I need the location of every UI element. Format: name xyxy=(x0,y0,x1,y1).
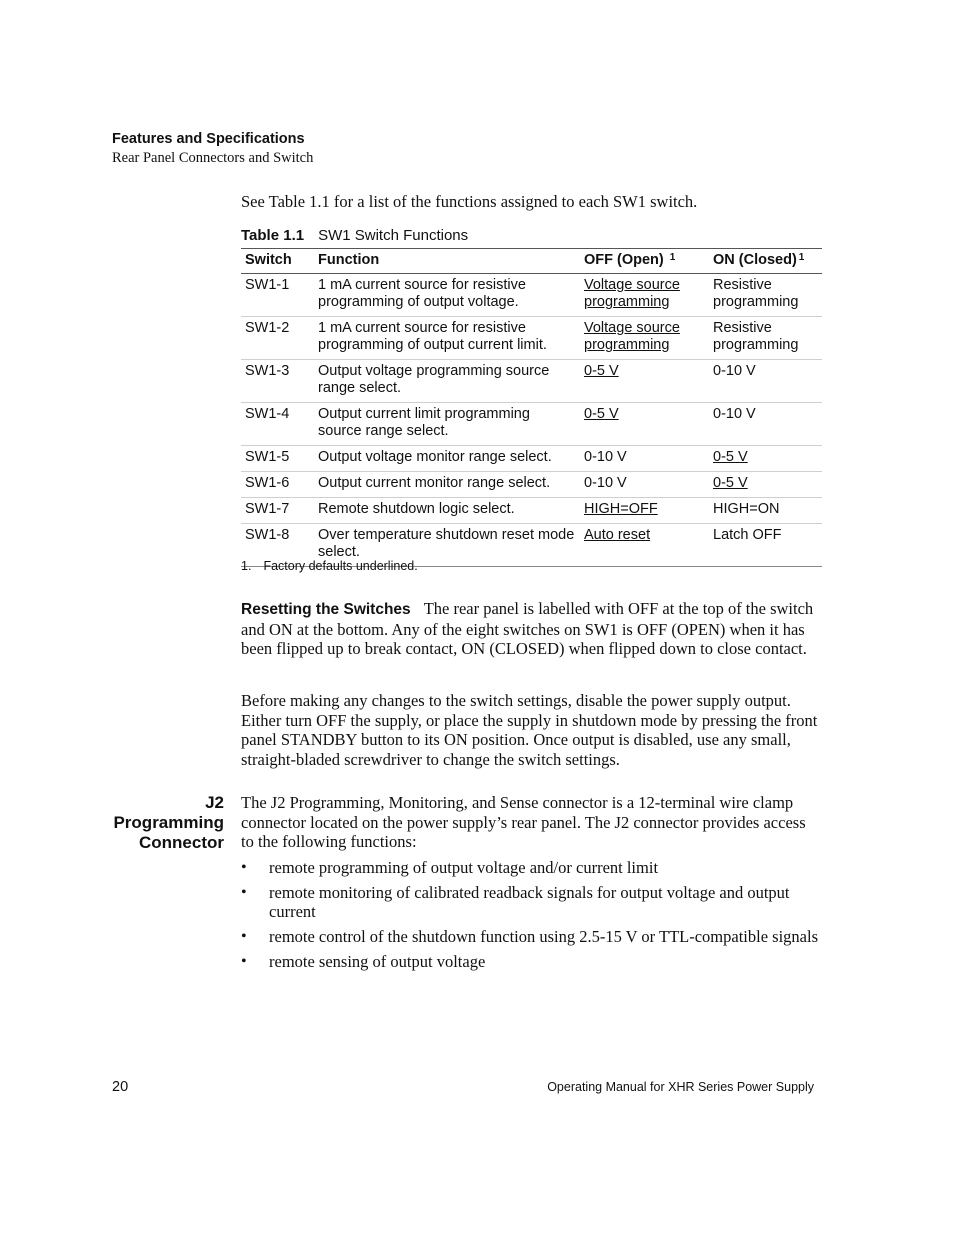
section-title: Features and Specifications xyxy=(112,131,305,147)
cell-function-text: Remote shutdown logic select. xyxy=(318,501,515,517)
j2-heading-line3: Connector xyxy=(139,833,224,852)
cell-function-text: Output current limit programming source range select. xyxy=(318,406,530,439)
list-item xyxy=(241,858,821,877)
j2-heading-line1: J2 xyxy=(205,793,224,812)
cell-on-text: 0-10 V xyxy=(713,363,756,379)
header-on-footnote-ref: 1 xyxy=(798,252,805,263)
cell-on-text: Latch OFF xyxy=(713,527,782,543)
cell-function xyxy=(314,472,580,498)
table-row xyxy=(241,317,822,360)
disable-output-paragraph: Before making any changes to the switch settings, disable the power supply output. Either turn OFF the supply, or place the supply in shutdown mode by pressing the front panel STANDBY button to its ON position. Once output is disabled, use any small, straight-bladed screwdriver to change the switch settings. xyxy=(241,691,818,770)
header-on xyxy=(709,249,822,274)
cell-switch-text: SW1-8 xyxy=(245,527,290,543)
manual-title: Operating Manual for XHR Series Power Supply xyxy=(547,1080,814,1094)
header-function: Function xyxy=(314,249,580,274)
cell-off-text: Voltage source programming xyxy=(584,277,680,310)
sw1-functions-table xyxy=(241,248,822,567)
cell-off-text: Auto reset xyxy=(584,527,651,543)
cell-on-text: 0-5 V xyxy=(713,475,748,491)
cell-on xyxy=(709,274,822,317)
table-row xyxy=(241,472,822,498)
cell-switch-text: SW1-6 xyxy=(245,475,290,491)
cell-switch xyxy=(241,360,314,403)
cell-off xyxy=(580,446,709,472)
cell-on xyxy=(709,317,822,360)
j2-function-list xyxy=(241,858,821,977)
list-item-text: remote monitoring of calibrated readback signals for output voltage and output current xyxy=(269,883,790,921)
cell-off xyxy=(580,274,709,317)
footnote-number: 1. xyxy=(241,559,252,573)
table-body xyxy=(241,274,822,567)
cell-function-text: Output current monitor range select. xyxy=(318,475,551,491)
cell-function xyxy=(314,446,580,472)
cell-on xyxy=(709,498,822,524)
cell-on-text: 0-5 V xyxy=(713,449,748,465)
list-item-text: remote sensing of output voltage xyxy=(269,952,486,971)
cell-on-text: HIGH=ON xyxy=(713,501,780,517)
cell-switch-text: SW1-1 xyxy=(245,277,290,293)
resetting-heading: Resetting the Switches xyxy=(241,601,411,618)
j2-side-heading xyxy=(113,793,224,853)
cell-function-text: Output voltage programming source range select. xyxy=(318,363,550,396)
list-item xyxy=(241,952,821,971)
cell-switch xyxy=(241,317,314,360)
header-off-label: OFF (Open) xyxy=(584,252,664,268)
cell-function-text: Output voltage monitor range select. xyxy=(318,449,552,465)
j2-paragraph: The J2 Programming, Monitoring, and Sense connector is a 12-terminal wire clamp connector located on the power supply’s rear panel. The J2 connector provides access to the following functions: xyxy=(241,793,806,852)
cell-switch xyxy=(241,472,314,498)
cell-on-text: 0-10 V xyxy=(713,406,756,422)
table-row xyxy=(241,403,822,446)
cell-off xyxy=(580,498,709,524)
subsection-title: Rear Panel Connectors and Switch xyxy=(112,150,314,166)
cell-function xyxy=(314,403,580,446)
cell-on xyxy=(709,446,822,472)
cell-function-text: 1 mA current source for resistive programming of output voltage. xyxy=(318,277,526,310)
table-row xyxy=(241,446,822,472)
cell-switch-text: SW1-4 xyxy=(245,406,290,422)
cell-off-text: 0-10 V xyxy=(584,449,627,465)
intro-paragraph: See Table 1.1 for a list of the functions assigned to each SW1 switch. xyxy=(241,192,698,211)
list-item-text: remote control of the shutdown function using 2.5-15 V or TTL-compatible signals xyxy=(269,927,818,946)
cell-on-text: Resistive programming xyxy=(713,320,799,353)
list-item xyxy=(241,927,821,946)
cell-off-text: 0-10 V xyxy=(584,475,627,491)
table-footnote xyxy=(241,559,418,573)
cell-off xyxy=(580,524,709,567)
cell-switch-text: SW1-5 xyxy=(245,449,290,465)
cell-on xyxy=(709,472,822,498)
bullet-icon: • xyxy=(241,928,247,945)
footnote-text: Factory defaults underlined. xyxy=(263,559,418,573)
cell-switch xyxy=(241,403,314,446)
cell-off-text: 0-5 V xyxy=(584,406,619,422)
cell-off xyxy=(580,360,709,403)
table-caption-label: Table 1.1 xyxy=(241,227,305,244)
bullet-icon: • xyxy=(241,884,247,901)
cell-off xyxy=(580,317,709,360)
list-item-text: remote programming of output voltage and/or current limit xyxy=(269,858,659,877)
cell-switch-text: SW1-2 xyxy=(245,320,290,336)
resetting-text: The rear panel is labelled with OFF at the top of the switch and ON at the bottom. Any of the eight switches on SW1 is OFF (OPEN) when it has been flipped up to break contact, ON (CLOSED) when flipped down to close contact. xyxy=(241,599,814,659)
header-on-label: ON (Closed) xyxy=(713,252,797,268)
cell-switch xyxy=(241,498,314,524)
table-caption xyxy=(241,227,468,244)
header-off xyxy=(580,249,709,274)
table-caption-title: SW1 Switch Functions xyxy=(318,227,469,244)
cell-switch-text: SW1-7 xyxy=(245,501,290,517)
cell-on xyxy=(709,360,822,403)
table-row xyxy=(241,360,822,403)
list-item xyxy=(241,883,821,921)
header-off-footnote-ref: 1 xyxy=(669,252,676,263)
page-number: 20 xyxy=(112,1079,129,1095)
cell-on xyxy=(709,524,822,567)
table-row xyxy=(241,274,822,317)
cell-function-text: Over temperature shutdown reset mode select. xyxy=(318,527,575,560)
cell-switch-text: SW1-3 xyxy=(245,363,290,379)
cell-switch xyxy=(241,274,314,317)
cell-function xyxy=(314,360,580,403)
resetting-paragraph xyxy=(241,599,821,659)
cell-switch xyxy=(241,446,314,472)
bullet-icon: • xyxy=(241,859,247,876)
cell-on-text: Resistive programming xyxy=(713,277,799,310)
cell-off-text: HIGH=OFF xyxy=(584,501,658,517)
bullet-icon: • xyxy=(241,953,247,970)
cell-off xyxy=(580,403,709,446)
cell-function xyxy=(314,274,580,317)
cell-off-text: Voltage source programming xyxy=(584,320,680,353)
cell-function-text: 1 mA current source for resistive programming of output current limit. xyxy=(318,320,547,353)
table-row xyxy=(241,498,822,524)
cell-function xyxy=(314,498,580,524)
cell-function xyxy=(314,317,580,360)
j2-heading-line2: Programming xyxy=(113,813,224,832)
table-header-row xyxy=(241,249,822,274)
cell-off-text: 0-5 V xyxy=(584,363,619,379)
cell-off xyxy=(580,472,709,498)
header-switch: Switch xyxy=(241,249,314,274)
cell-on xyxy=(709,403,822,446)
